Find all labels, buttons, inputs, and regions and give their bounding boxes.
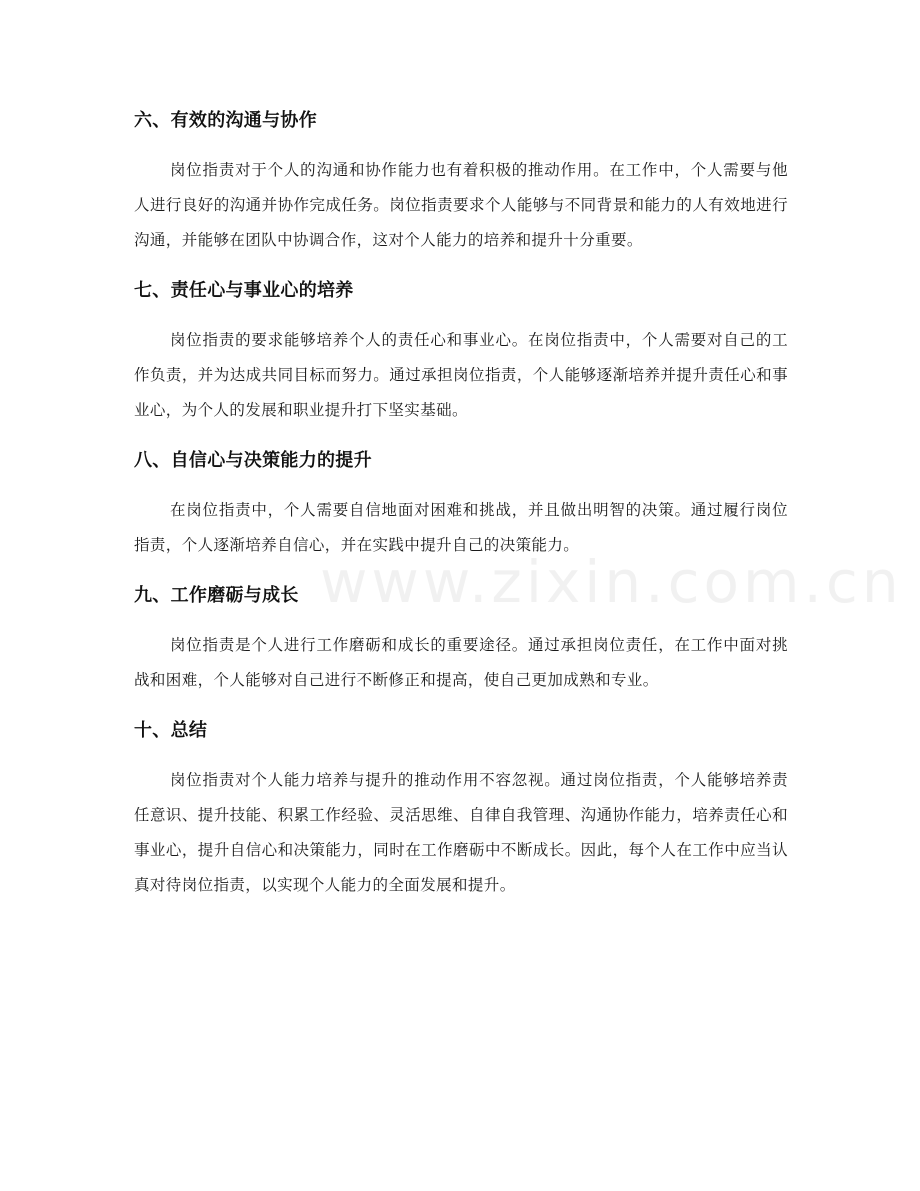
section-8 xyxy=(134,443,788,563)
section-paragraph: 岗位指责是个人进行工作磨砺和成长的重要途径。通过承担岗位责任，在工作中面对挑战和困难，个人能够对自己进行不断修正和提高，使自己更加成熟和专业。 xyxy=(134,636,788,689)
section-paragraph: 岗位指责对个人能力培养与提升的推动作用不容忽视。通过岗位指责，个人能够培养责任意识、提升技能、积累工作经验、灵活思维、自律自我管理、沟通协作能力，培养责任心和事业心，提升自信心和决策能力，同时在工作磨砺中不断成长。因此，每个人在工作中应当认真对待岗位指责，以实现个人能力的全面发展和提升。 xyxy=(134,771,788,894)
section-paragraph: 岗位指责对于个人的沟通和协作能力也有着积极的推动作用。在工作中，个人需要与他人进行良好的沟通并协作完成任务。岗位指责要求个人能够与不同背景和能力的人有效地进行沟通，并能够在团队中协调合作，这对个人能力的培养和提升十分重要。 xyxy=(134,161,788,249)
section-heading: 九、工作磨砺与成长 xyxy=(134,585,299,606)
watermark: www.zixin.com.cn xyxy=(320,548,903,616)
section-7 xyxy=(134,273,788,428)
section-heading: 八、自信心与决策能力的提升 xyxy=(134,450,372,471)
section-9 xyxy=(134,578,788,698)
section-paragraph: 在岗位指责中，个人需要自信地面对困难和挑战，并且做出明智的决策。通过履行岗位指责，个人逐渐培养自信心，并在实践中提升自己的决策能力。 xyxy=(134,501,788,554)
section-10 xyxy=(134,713,788,903)
section-heading: 六、有效的沟通与协作 xyxy=(134,110,317,131)
section-heading: 七、责任心与事业心的培养 xyxy=(134,280,354,301)
section-paragraph: 岗位指责的要求能够培养个人的责任心和事业心。在岗位指责中，个人需要对自己的工作负责，并为达成共同目标而努力。通过承担岗位指责，个人能够逐渐培养并提升责任心和事业心，为个人的发展和职业提升打下坚实基础。 xyxy=(134,331,788,419)
section-6 xyxy=(134,103,788,258)
document-body xyxy=(134,103,788,918)
section-heading: 十、总结 xyxy=(134,720,208,741)
